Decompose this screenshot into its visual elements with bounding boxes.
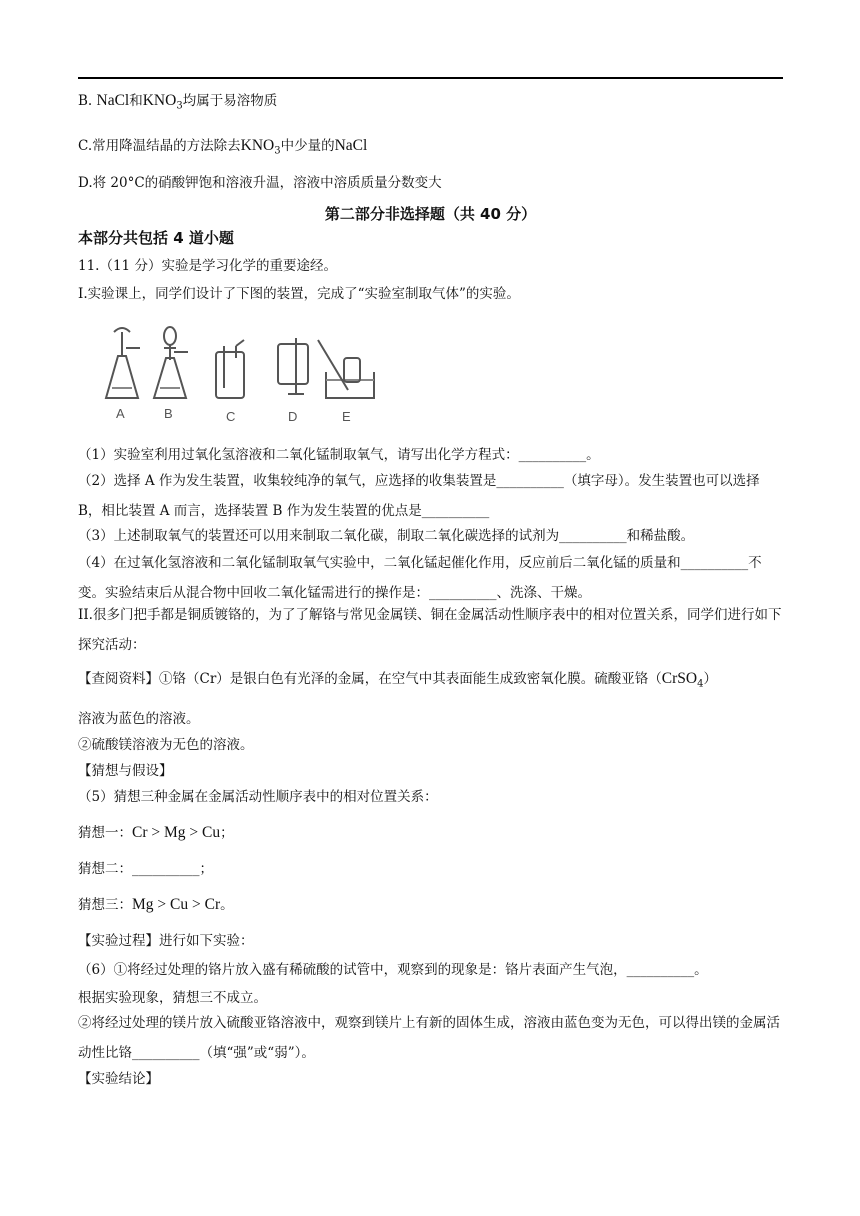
apparatus-b (154, 327, 188, 398)
guess-1-label: 猜想一： (78, 825, 132, 841)
apparatus-drawing (92, 318, 392, 428)
question-6: （6）①将经过处理的铬片放入盛有稀硫酸的试管中，观察到的现象是：铬片表面产生气泡，__________。 (78, 962, 708, 978)
kno3-subscript: 3 (176, 100, 183, 112)
info-line-2: 溶液为蓝色的溶液。 (78, 711, 200, 727)
question-6-line2: 根据实验现象，猜想三不成立。 (78, 990, 267, 1006)
info-line-1 (78, 670, 717, 694)
guess-1-order: Cr > Mg > Cu (132, 824, 221, 841)
option-c-prefix: C.常用降温结晶的方法除去 (78, 138, 241, 154)
apparatus-figure (92, 318, 392, 428)
part2-title: 第二部分非选择题（共 40 分） (324, 205, 537, 223)
option-b-and: 和 (129, 93, 143, 109)
option-b-suffix: 均属于易溶物质 (182, 93, 278, 109)
label-b: B (164, 406, 173, 421)
section-2-intro: II.很多门把手都是铜质镀铬的，为了了解铬与常见金属镁、铜在金属活动性顺序表中的相对位置关系，同学们进行如下探究活动： (78, 607, 782, 653)
question-3: （3）上述制取氧气的装置还可以用来制取二氧化碳，制取二氧化碳选择的试剂为__________和稀盐酸。 (78, 528, 695, 544)
kno3-subscript: 3 (274, 145, 281, 157)
top-divider (78, 77, 783, 79)
guess-1 (78, 824, 234, 842)
question-4: （4）在过氧化氢溶液和二氧化锰制取氧气实验中，二氧化锰起催化作用，反应前后二氧化锰的质量和__________不变。实验结束后从混合物中回收二氧化锰需进行的操作是：__________、洗涤、干燥。 (78, 555, 762, 601)
option-b-prefix: B. (78, 93, 97, 109)
nacl-formula: NaCl (334, 137, 368, 154)
guess-3-end: 。 (220, 897, 234, 913)
question-6b: ②将经过处理的镁片放入硫酸亚铬溶液中，观察到镁片上有新的固体生成，溶液由蓝色变为无色，可以得出镁的金属活动性比铬__________（填“强”或“弱”）。 (78, 1015, 780, 1061)
guess-2: 猜想二：__________； (78, 861, 213, 877)
question-2: （2）选择 A 作为发生装置，收集较纯净的氧气，应选择的收集装置是__________（填字母）。发生装置也可以选择 B，相比装置 A 而言，选择装置 B 作为发生装置的优点是__________ (78, 473, 760, 519)
nacl-formula: NaCl (96, 92, 130, 109)
q11-intro: 11.（11 分）实验是学习化学的重要途经。 (78, 258, 337, 274)
conclusion-title: 【实验结论】 (78, 1071, 159, 1087)
guess-1-end: ； (220, 825, 234, 841)
guess-3-label: 猜想三： (78, 897, 132, 913)
option-d: D.将 20°C的硝酸钾饱和溶液升温，溶液中溶质质量分数变大 (78, 175, 442, 191)
label-e: E (342, 409, 351, 424)
crso4-subscript: 4 (697, 678, 704, 690)
apparatus-a (106, 328, 140, 398)
label-c: C (226, 409, 236, 424)
guess-3 (78, 896, 234, 914)
procedure-title: 【实验过程】进行如下实验： (78, 933, 254, 949)
question-5: （5）猜想三种金属在金属活动性顺序表中的相对位置关系： (78, 789, 438, 805)
part2-subtitle: 本部分共包括 4 道小题 (78, 229, 234, 247)
section-1-intro: I.实验课上，同学们设计了下图的装置，完成了“实验室制取气体”的实验。 (78, 286, 520, 302)
guess-3-order: Mg > Cu > Cr (132, 896, 221, 913)
apparatus-d (278, 338, 308, 394)
option-c (78, 137, 367, 161)
label-a: A (116, 406, 125, 421)
label-d: D (288, 409, 298, 424)
info-suffix: ） (703, 671, 717, 687)
hypothesis-title: 【猜想与假设】 (78, 763, 173, 779)
option-b (78, 92, 277, 116)
apparatus-e (318, 340, 374, 398)
kno3-formula: KNO (240, 137, 275, 154)
option-c-mid: 中少量的 (280, 138, 335, 154)
crso4-formula: CrSO (661, 670, 698, 687)
kno3-formula: KNO (142, 92, 177, 109)
info-2: ②硫酸镁溶液为无色的溶液。 (78, 737, 254, 753)
apparatus-c (216, 340, 244, 398)
question-1: （1）实验室利用过氧化氢溶液和二氧化锰制取氧气，请写出化学方程式：__________。 (78, 447, 600, 463)
info-prefix: 【查阅资料】①铬（Cr）是银白色有光泽的金属，在空气中其表面能生成致密氧化膜。硫酸亚铬（ (78, 671, 662, 687)
